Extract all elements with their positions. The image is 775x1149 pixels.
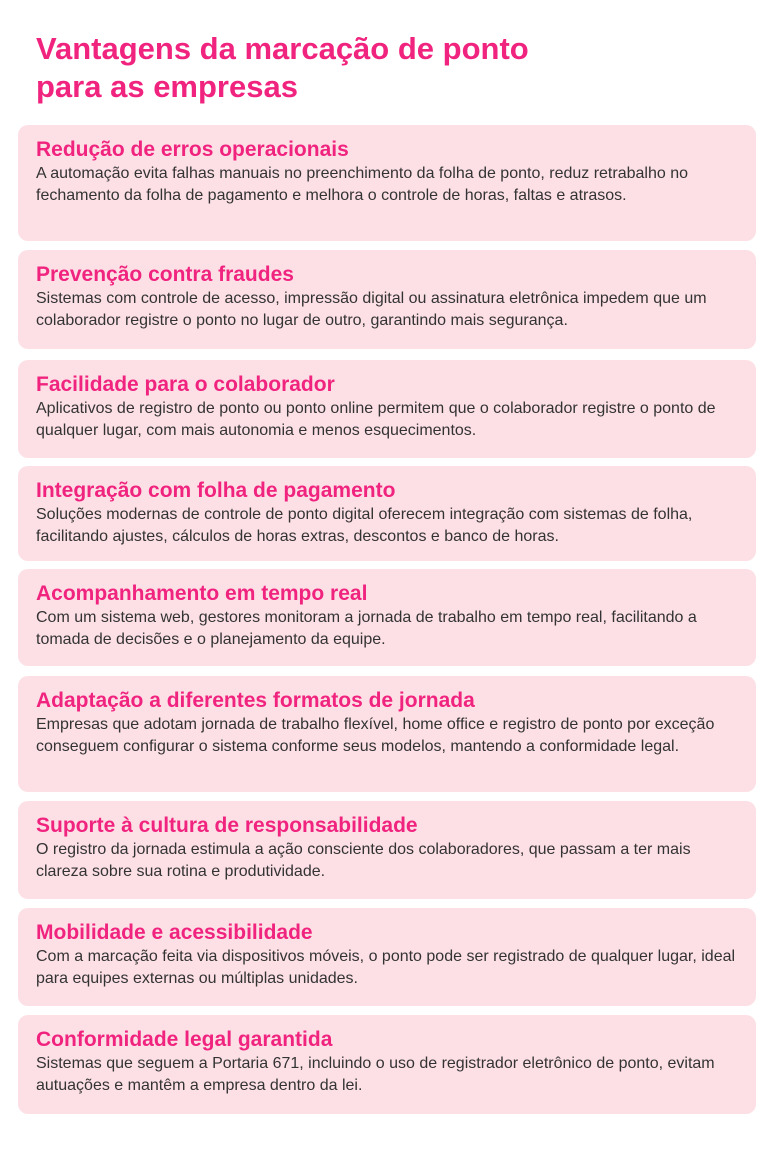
page-title: [36, 30, 736, 106]
card-reducao-erros: [18, 125, 756, 241]
card-prevencao-fraudes: [18, 250, 756, 349]
card-text: Empresas que adotam jornada de trabalho flexível, home office e registro de ponto por exceção conseguem configurar o sistema conforme seus modelos, mantendo a conformidade legal.: [36, 716, 715, 755]
card-facilidade-colaborador: [18, 360, 756, 458]
card-conformidade-legal: [18, 1015, 756, 1114]
card-adaptacao-jornada: [18, 676, 756, 792]
card-text: Sistemas com controle de acesso, impressão digital ou assinatura eletrônica impedem que um colaborador registre o ponto no lugar de outro, garantindo mais segurança.: [36, 290, 707, 329]
page-title-line-2: para as empresas: [36, 69, 298, 104]
card-integracao-folha: [18, 466, 756, 561]
card-text: Com a marcação feita via dispositivos móveis, o ponto pode ser registrado de qualquer lugar, ideal para equipes externas ou múltiplas unidades.: [36, 948, 736, 987]
card-title: Integração com folha de pagamento: [36, 479, 396, 502]
card-text: Com um sistema web, gestores monitoram a jornada de trabalho em tempo real, facilitando a tomada de decisões e o planejamento da equipe.: [36, 609, 697, 648]
card-mobilidade-acessibilidade: [18, 908, 756, 1006]
card-cultura-responsabilidade: [18, 801, 756, 899]
card-title: Prevenção contra fraudes: [36, 263, 294, 286]
card-title: Adaptação a diferentes formatos de jornada: [36, 689, 475, 712]
card-text: Soluções modernas de controle de ponto digital oferecem integração com sistemas de folha, facilitando ajustes, cálculos de horas extras, descontos e banco de horas.: [36, 506, 693, 545]
card-text: Sistemas que seguem a Portaria 671, incluindo o uso de registrador eletrônico de ponto, evitam autuações e mantêm a empresa dentro da lei.: [36, 1055, 715, 1094]
card-title: Acompanhamento em tempo real: [36, 582, 368, 605]
card-title: Suporte à cultura de responsabilidade: [36, 814, 418, 837]
card-acompanhamento-tempo-real: [18, 569, 756, 666]
card-title: Facilidade para o colaborador: [36, 373, 335, 396]
card-title: Conformidade legal garantida: [36, 1028, 333, 1051]
page-title-line-1: Vantagens da marcação de ponto: [36, 31, 529, 66]
card-text: O registro da jornada estimula a ação consciente dos colaboradores, que passam a ter mais clareza sobre sua rotina e produtividade.: [36, 841, 691, 880]
card-text: Aplicativos de registro de ponto ou ponto online permitem que o colaborador registre o ponto de qualquer lugar, com mais autonomia e menos esquecimentos.: [36, 400, 716, 439]
card-title: Redução de erros operacionais: [36, 138, 349, 161]
card-title: Mobilidade e acessibilidade: [36, 921, 313, 944]
card-text: A automação evita falhas manuais no preenchimento da folha de ponto, reduz retrabalho no fechamento da folha de pagamento e melhora o controle de horas, faltas e atrasos.: [36, 165, 688, 204]
